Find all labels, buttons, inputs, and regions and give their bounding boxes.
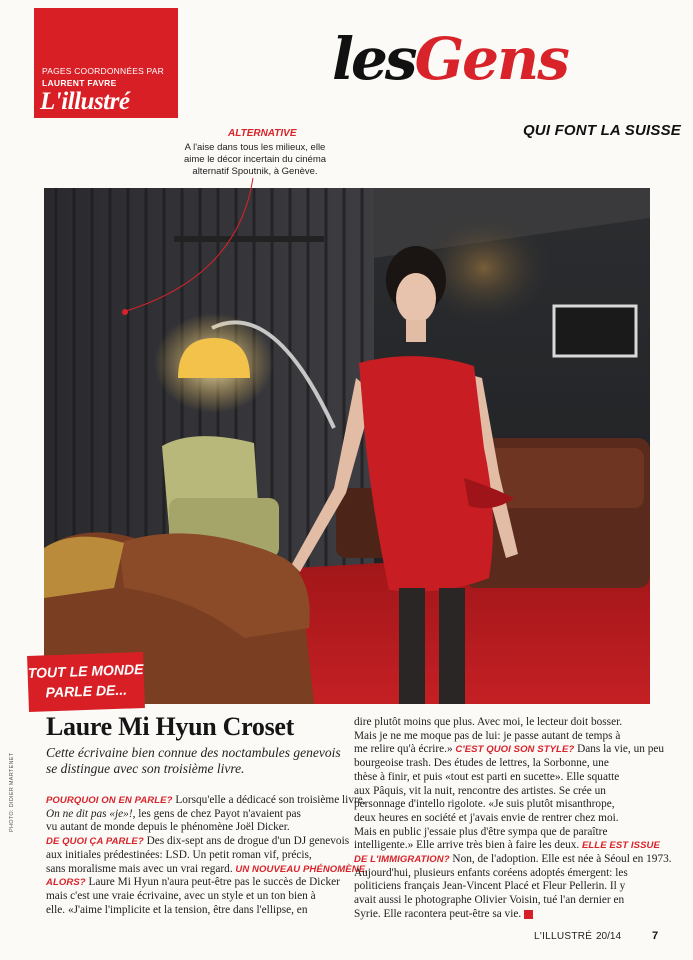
article-text: Lorsqu'elle a dédicacé son troisième livre, xyxy=(172,794,366,806)
topic-tag xyxy=(27,652,145,712)
brand-author: LAURENT FAVRE xyxy=(42,78,117,88)
question-label: C'EST QUOI SON STYLE? xyxy=(452,744,575,756)
article-headline: Laure Mi Hyun Croset xyxy=(46,712,294,741)
article-text: politiciens français Jean-Vincent Placé et Fleur Pellerin. Il y xyxy=(354,880,626,893)
article-line xyxy=(354,812,652,826)
article-line xyxy=(46,890,346,904)
section-title-les: les xyxy=(332,25,415,93)
article-text: On ne dit pas «je»! xyxy=(46,807,133,820)
article-line xyxy=(354,798,652,812)
footer-page-number: 7 xyxy=(652,930,659,942)
article-text: me relire qu'à écrire.» xyxy=(354,743,453,756)
topic-tag-line1: TOUT LE MONDE xyxy=(27,660,144,682)
section-title xyxy=(332,25,568,93)
article-line xyxy=(354,730,652,744)
caption-line: alternatif Spoutnik, à Genève. xyxy=(192,166,318,177)
caption-text xyxy=(180,142,330,178)
footer-magazine: L'ILLUSTRÉ xyxy=(534,931,593,942)
caption-line: aime le décor incertain du cinéma xyxy=(183,154,327,165)
article-column-2 xyxy=(354,716,672,922)
article-text: Des dix-sept ans de drogue d'un DJ genevois xyxy=(143,835,350,848)
caption-line: A l'aise dans tous les milieux, elle xyxy=(184,142,326,153)
article-line xyxy=(354,853,672,867)
article-lede: Cette écrivaine bien connue des noctambules genevois se distingue avec son troisième livre. xyxy=(46,745,341,776)
article-text: elle. «J'aime l'implicite et la tension, être dans l'ellipse, en xyxy=(46,903,308,916)
article-text: intelligente.» Elle arrive très bien à faire les deux. xyxy=(354,839,580,852)
article-line xyxy=(354,839,660,853)
article-text: aux Pâquis, vit la nuit, rencontre des artistes. Se crée un xyxy=(354,784,606,797)
article-line xyxy=(354,826,652,840)
article-text: Non, de l'adoption. Elle est née à Séoul en 1973. xyxy=(449,853,672,866)
brand-box xyxy=(34,8,178,118)
article-line xyxy=(354,894,652,908)
photo-credit: PHOTO: DIDIER MARTENET xyxy=(9,752,15,832)
question-label: ELLE EST ISSUE xyxy=(579,840,660,852)
article-text: sans moralisme mais avec un vrai regard. xyxy=(46,862,233,875)
caption-title: ALTERNATIVE xyxy=(228,128,297,139)
caption-leader-line xyxy=(118,176,258,321)
article-text: dire plutôt moins que plus. Avec moi, le lecteur doit bosser. xyxy=(354,716,623,728)
article-line xyxy=(354,908,652,922)
article-text: deux heures en société et j'avais envie de rentrer chez moi. xyxy=(354,811,619,824)
question-label: UN NOUVEAU PHÉNOMÈNE, xyxy=(232,863,368,875)
article-line xyxy=(46,876,346,890)
end-mark-icon xyxy=(524,910,533,919)
question-label: ALORS? xyxy=(46,877,86,889)
article-line xyxy=(46,904,346,918)
article-line xyxy=(354,716,652,730)
article-text: Mais en public j'essaie plus d'être sympa que de paraître xyxy=(354,825,608,838)
article-text: bourgeoise trash. Des études de lettres, la Sorbonne, une xyxy=(354,757,609,770)
article-text: Syrie. Elle racontera peut-être sa vie. xyxy=(354,907,522,920)
article-text: personnage d'intello rigolote. «Je suis plutôt misanthrope, xyxy=(354,798,615,811)
article-text: Mais je ne me moque pas de lui: je passe autant de temps à xyxy=(354,729,621,742)
article-line xyxy=(46,849,346,863)
article-line xyxy=(354,867,652,881)
article-line xyxy=(354,743,665,757)
article-text: mais c'est une vraie écrivaine, avec un style et un ton bien à xyxy=(46,889,316,902)
question-label: DE L'IMMIGRATION? xyxy=(354,854,450,866)
brand-pages-label: PAGES COORDONNÉES PAR xyxy=(42,66,164,76)
article-text: Laure Mi Hyun n'aura peut-être pas le succès de Dicker xyxy=(85,876,340,889)
footer-issue: 20/14 xyxy=(596,931,622,942)
article-text: Aujourd'hui, plusieurs enfants coréens adoptés émergent: les xyxy=(354,866,628,879)
article-text: aux initiales prédestinées: LSD. Un petit roman vif, précis, xyxy=(46,848,312,861)
topic-tag-line2: PARLE DE... xyxy=(45,681,128,701)
article-line xyxy=(46,862,368,877)
article-line xyxy=(46,821,346,835)
section-title-gens: Gens xyxy=(414,25,568,93)
brand-logo: L'illustré xyxy=(40,88,130,115)
article-text: Dans la vie, un peu xyxy=(574,743,665,756)
article-text: thèse à finir, et puis «tout est parti en sucette». Elle squatte xyxy=(354,770,620,783)
article-text: , les gens de chez Payot n'avaient pas xyxy=(132,807,301,820)
article-column-1 xyxy=(46,794,368,917)
question-label: POURQUOI ON EN PARLE? xyxy=(46,795,173,806)
article-line xyxy=(46,794,366,808)
article-line xyxy=(46,835,350,849)
article-line xyxy=(354,757,652,771)
article-text: vu autant de monde depuis le phénomène Joël Dicker. xyxy=(46,821,290,834)
question-label: DE QUOI ÇA PARLE? xyxy=(46,836,144,848)
article-text: avait aussi le photographe Olivier Voisin, tué l'an dernier en xyxy=(354,894,625,907)
article-line xyxy=(354,880,652,894)
article-line xyxy=(46,808,346,822)
article-line xyxy=(354,771,652,785)
article-line xyxy=(354,785,652,799)
section-subtitle: QUI FONT LA SUISSE xyxy=(522,122,681,139)
